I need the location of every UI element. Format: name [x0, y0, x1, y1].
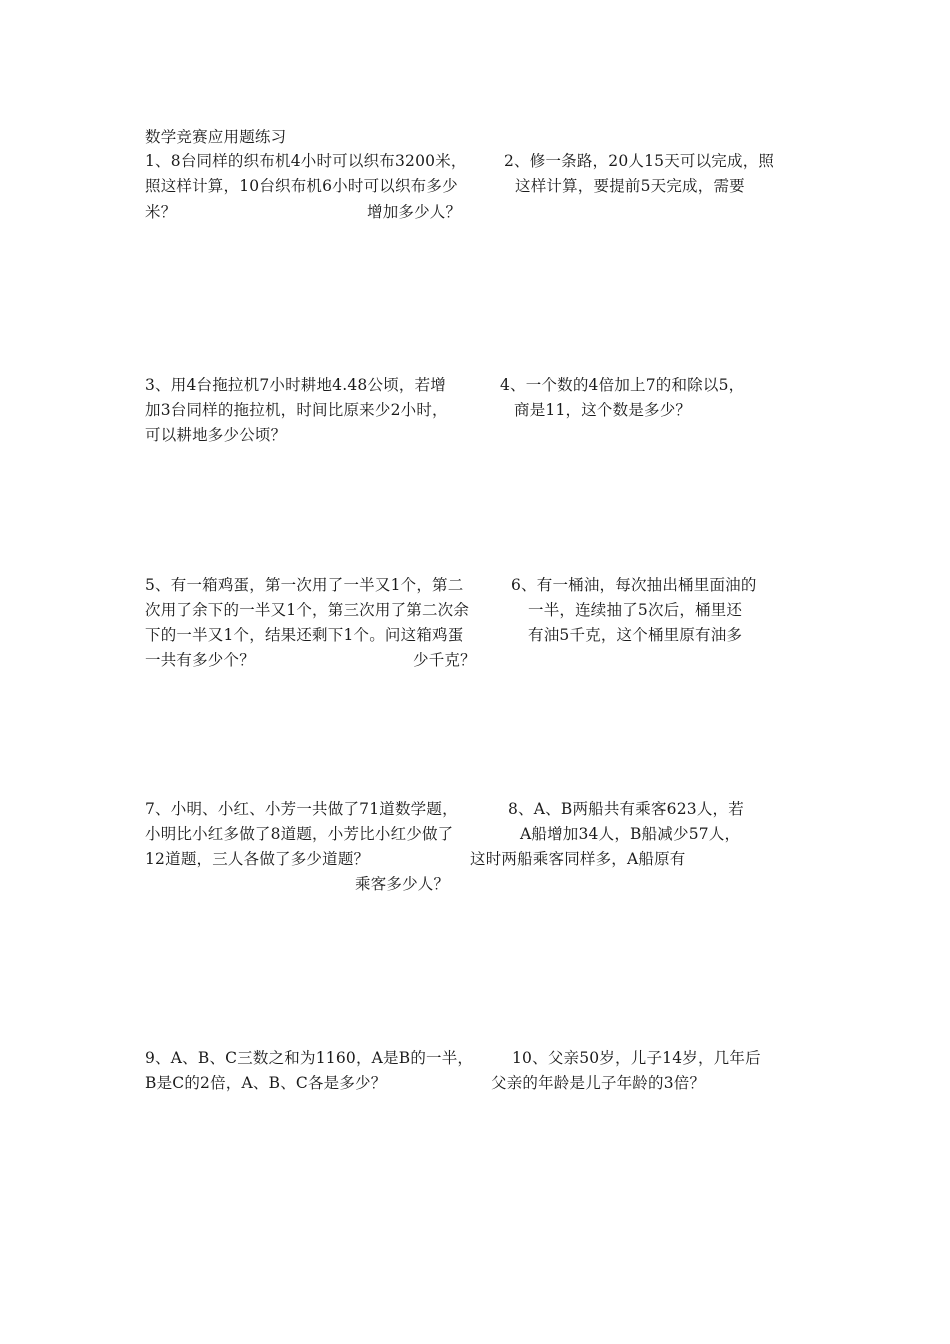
problem-2-line-1: 2、修一条路，20人15天可以完成，照: [504, 152, 775, 170]
problem-5-line-2: 次用了余下的一半又1个，第三次用了第二次余: [145, 601, 470, 619]
page-title: 数学竞赛应用题练习: [145, 128, 287, 146]
problem-10-line-1: 10、父亲50岁，儿子14岁，几年后: [512, 1049, 761, 1067]
problem-1-line-1: 1、8台同样的织布机4小时可以织布3200米，: [145, 152, 467, 170]
problem-9-line-2: B是C的2倍，A、B、C各是多少？: [145, 1074, 387, 1092]
problem-5-line-1: 5、有一箱鸡蛋，第一次用了一半又1个，第二: [145, 576, 464, 594]
problem-7-line-3: 12道题，三人各做了多少道题？: [145, 850, 370, 868]
problem-8-line-2: A船增加34人，B船减少57人，: [520, 825, 741, 843]
problem-7-line-2: 小明比小红多做了8道题，小芳比小红少做了: [145, 825, 454, 843]
problem-9-line-1: 9、A、B、C三数之和为1160，A是B的一半，: [145, 1049, 474, 1067]
problem-1-line-3: 米？: [145, 203, 177, 221]
problem-5-line-3: 下的一半又1个，结果还剩下1个。问这箱鸡蛋: [145, 626, 464, 644]
problem-6-line-1: 6、有一桶油，每次抽出桶里面油的: [511, 576, 757, 594]
problem-5-line-4: 一共有多少个？: [145, 651, 255, 669]
problem-6-line-2: 一半，连续抽了5次后，桶里还: [528, 601, 743, 619]
problem-10-line-2: 父亲的年龄是儿子年龄的3倍？: [491, 1074, 706, 1092]
problem-8-line-1: 8、A、B两船共有乘客623人，若: [508, 800, 744, 818]
problem-1-line-2: 照这样计算，10台织布机6小时可以织布多少: [145, 177, 458, 195]
problem-2-line-3: 增加多少人？: [367, 203, 462, 221]
problem-8-line-4: 乘客多少人？: [355, 875, 450, 893]
problem-6-line-3: 有油5千克，这个桶里原有油多: [528, 626, 743, 644]
problem-4-line-1: 4、一个数的4倍加上7的和除以5，: [500, 376, 745, 394]
problem-4-line-2: 商是11，这个数是多少？: [514, 401, 692, 419]
problem-3-line-2: 加3台同样的拖拉机，时间比原来少2小时，: [145, 401, 448, 419]
problem-2-line-2: 这样计算，要提前5天完成，需要: [515, 177, 745, 195]
problem-8-line-3: 这时两船乘客同样多，A船原有: [470, 850, 686, 868]
problem-7-line-1: 7、小明、小红、小芳一共做了71道数学题，: [145, 800, 458, 818]
problem-3-line-1: 3、用4台拖拉机7小时耕地4.48公顷，若增: [145, 376, 446, 394]
problem-3-line-3: 可以耕地多少公顷？: [145, 426, 287, 444]
problem-6-line-4: 少千克？: [413, 651, 476, 669]
